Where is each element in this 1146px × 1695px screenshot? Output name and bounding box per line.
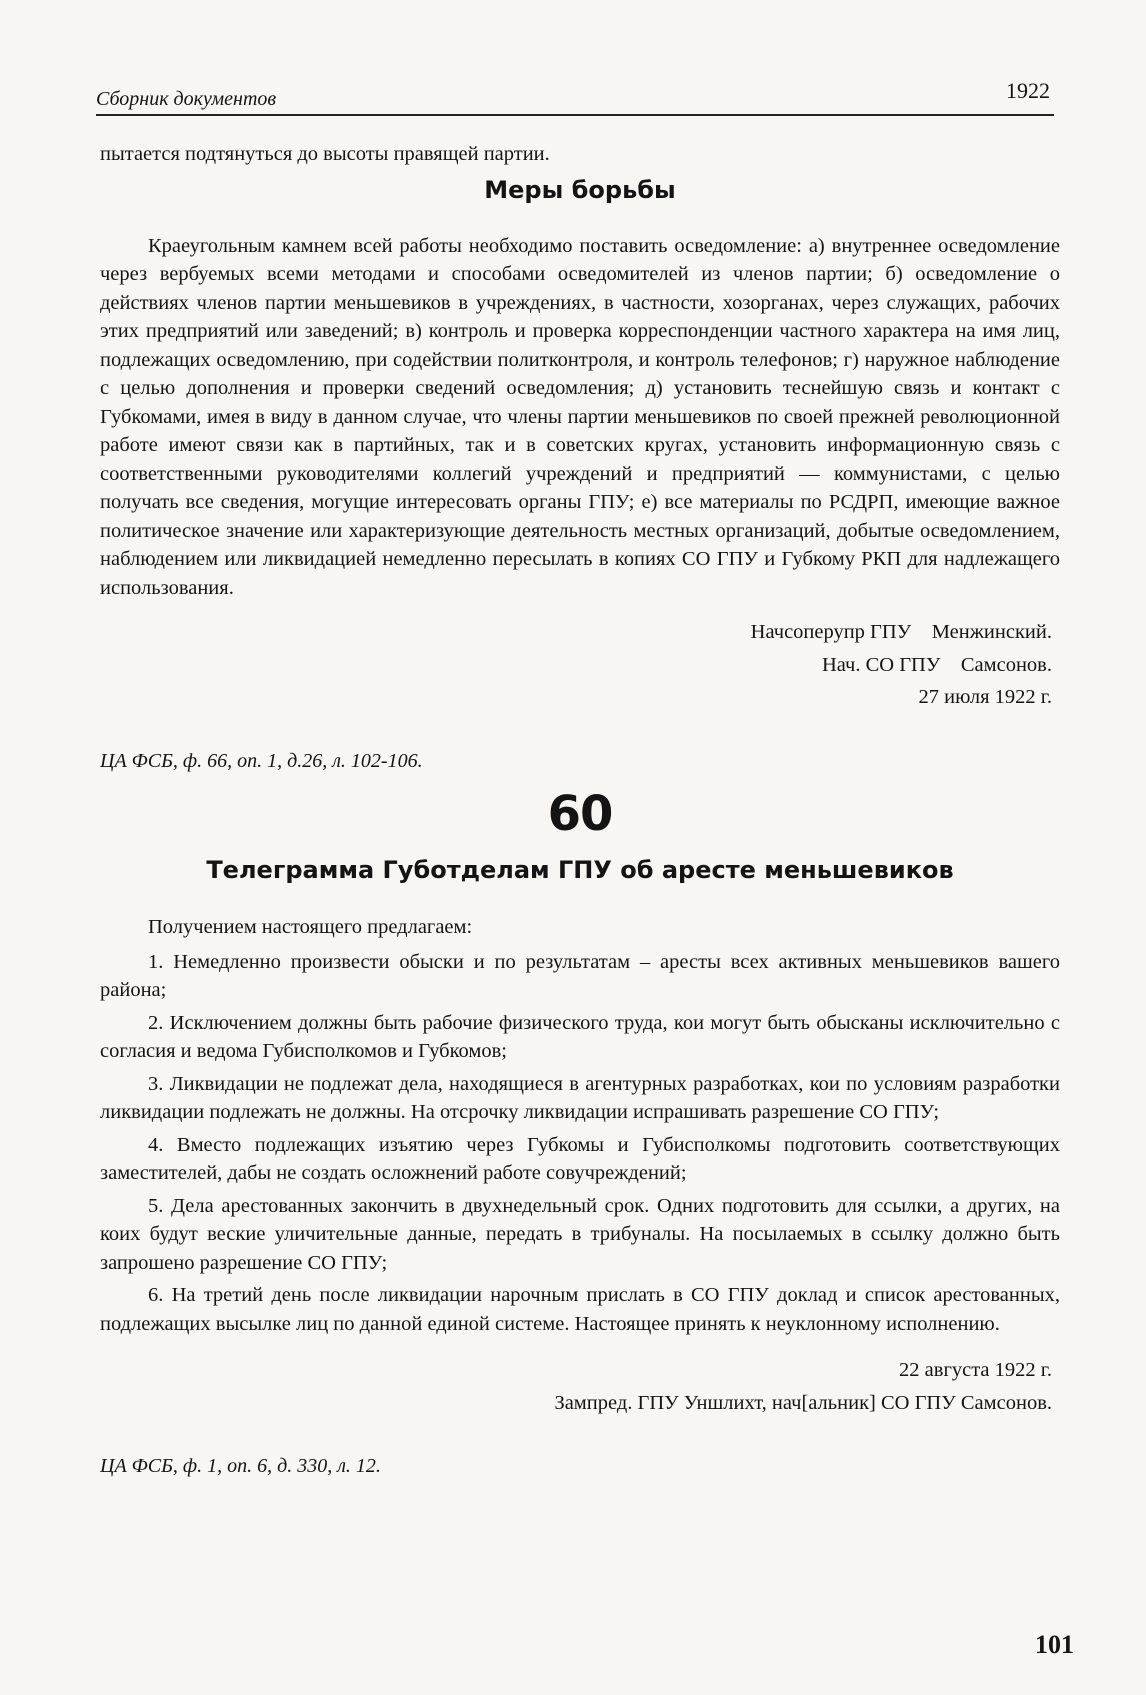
page-content xyxy=(100,140,1060,1481)
telegram-intro: Получением настоящего предлагаем: xyxy=(148,916,473,939)
telegram-date: 22 августа 1922 г. xyxy=(899,1359,1052,1382)
section-title: Меры борьбы xyxy=(484,176,676,205)
telegram-item: 3. Ликвидации не подлежат дела, находящиеся в агентурных разработках, кои по условиям разработки ликвидации подлежать не должны. На отсрочку ликвидации испрашивать разрешение СО ГПУ; xyxy=(100,1072,1060,1124)
telegram-item: 5. Дела арестованных закончить в двухнедельный срок. Одних подготовить для ссылки, а других, на коих будут веские уличительные данные, передать в трибуналы. На посылаемых в ссылку должно быть запрошено разрешение СО ГПУ; xyxy=(100,1194,1060,1274)
header-collection-title: Сборник документов xyxy=(96,88,277,110)
archive-source: ЦА ФСБ, ф. 66, оп. 1, д.26, л. 102-106. xyxy=(100,749,423,772)
telegram-items xyxy=(100,948,1060,1338)
telegram-item: 1. Немедленно произвести обыски и по результатам – аресты всех активных меньшевиков вашего района; xyxy=(100,950,1060,1002)
archive-source: ЦА ФСБ, ф. 1, оп. 6, д. 330, л. 12. xyxy=(100,1455,381,1478)
document-title: Телеграмма Губотделам ГПУ об аресте меньшевиков xyxy=(206,856,954,885)
signature-samsonov: Нач. СО ГПУ Самсонов. xyxy=(821,653,1052,676)
page-number: 101 xyxy=(1035,1630,1074,1659)
document-number: 60 xyxy=(547,786,613,843)
continuation-line: пытается подтянуться до высоты правящей партии. xyxy=(100,143,550,165)
telegram-item: 6. На третий день после ликвидации нарочным прислать в СО ГПУ доклад и список арестованных, подлежащих высылке лиц по данной единой системе. Настоящее принять к неуклонному исполнению. xyxy=(100,1284,1060,1335)
measures-paragraph: Краеугольным камнем всей работы необходимо поставить осведомление: а) внутреннее осведомление через вербуемых всеми методами и способами осведомителей из членов партии; б) осведомление о действиях членов партии меньшевиков в учреждениях, в частности, хозорганах, через служащих, рабочих этих предприятий или заведений; в) контроль и проверка корреспонденции частного характера на имя лиц, подлежащих осведомлению, при содействии политконтроля, и контроль телефонов; г) наружное наблюдение с целью дополнения и проверки сведений осведомления; д) установить теснейшую связь и контакт с Губкомами, имея в виду в данном случае, что члены партии меньшевиков по своей прежней революционной работе имеют связи как в партийных, так и в советских кругах, установить информационную связь с соответственными руководителями коллегий учреждений и предприятий — коммунистами, с целью получать все сведения, могущие интересовать органы ГПУ; е) все материалы по РСДРП, имеющие важное политическое значение или характеризующие деятельность местных организаций, добытые осведомлением, наблюдением или ликвидацией немедленно пересылать в копиях СО ГПУ и Губкому РКП для надлежащего использования. xyxy=(100,234,1060,599)
signature-menzhinsky: Начсоперупр ГПУ Менжинский. xyxy=(750,621,1052,644)
telegram-item: 4. Вместо подлежащих изъятию через Губкомы и Губисполкомы подготовить соответствующих заместителей, дабы не создать осложнений работе совучреждений; xyxy=(100,1133,1060,1185)
document-date: 27 июля 1922 г. xyxy=(918,686,1052,709)
telegram-item: 2. Исключением должны быть рабочие физического труда, кои могут быть обысканы исключительно с согласия и ведома Губисполкомов и Губкомов; xyxy=(100,1011,1060,1063)
running-header xyxy=(96,78,1054,116)
header-year: 1922 xyxy=(1006,78,1050,103)
telegram-signature: Зампред. ГПУ Уншлихт, нач[альник] СО ГПУ Самсонов. xyxy=(554,1391,1052,1414)
